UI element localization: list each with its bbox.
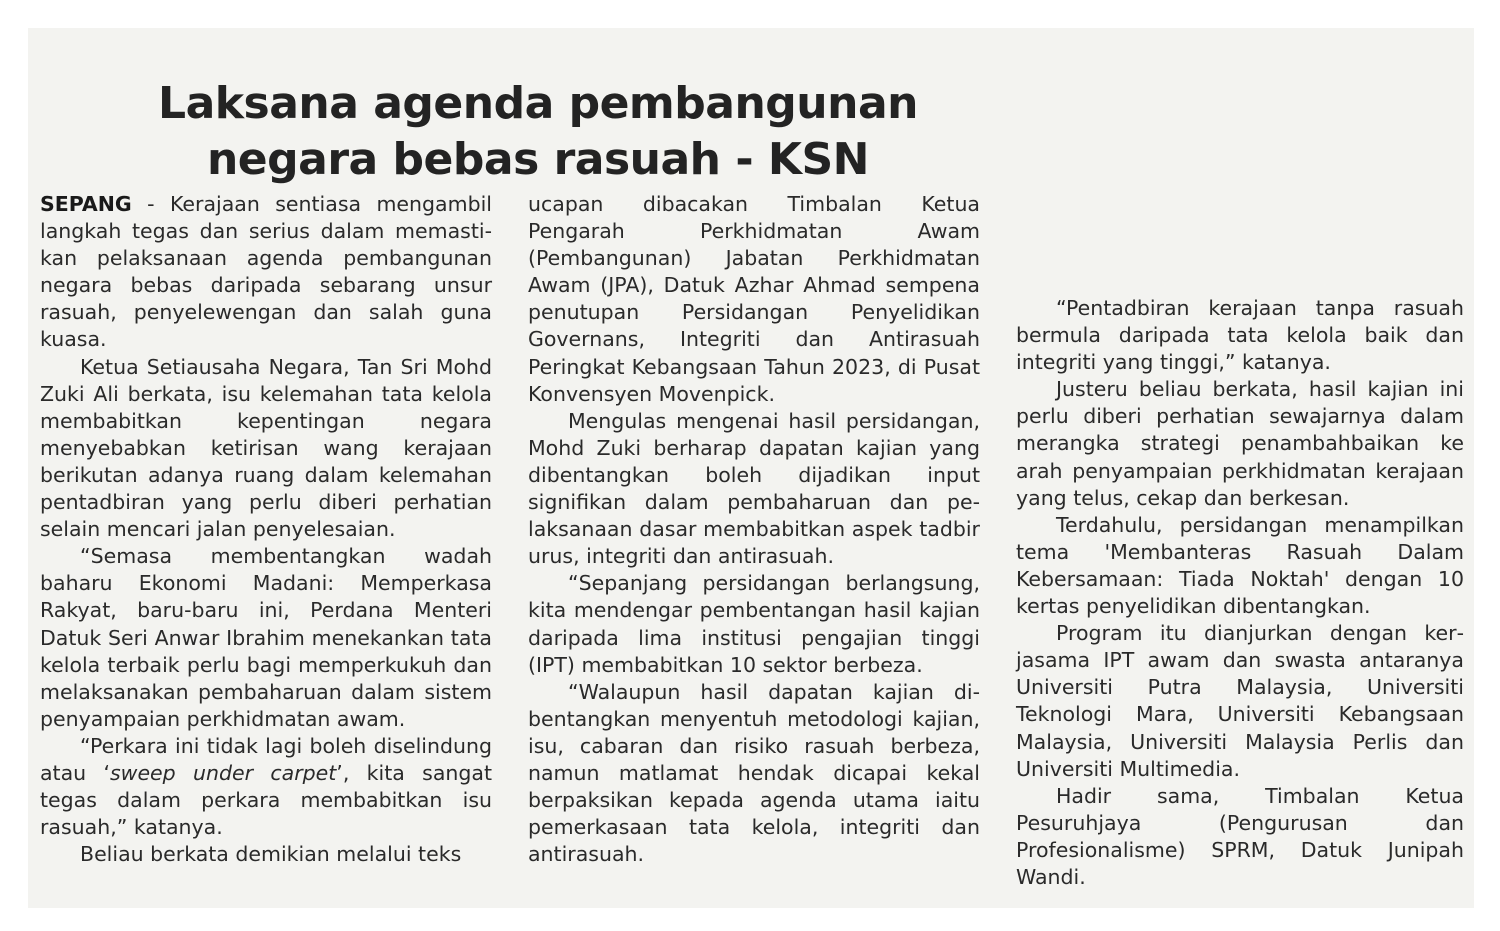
paragraph: “Sepanjang persidangan berlangsung, kita mendengar pembentangan hasil kajian daripada lima institusi pengajian tinggi (IPT) membabitkan 10 sektor berbeza. xyxy=(528,571,980,677)
paragraph: Ketua Setiausaha Negara, Tan Sri Mohd Zuki Ali berkata, isu kelemahan tata kelola membabitkan kepentingan negara menyebabkan ketirisan wang kerajaan berikutan adanya ruang dalam kelemahan pentadbiran yang perlu diberi perhatian selain mencari jalan penyelesaian. xyxy=(40,354,492,542)
dateline: SEPANG xyxy=(40,192,132,216)
paragraph: “Walaupun hasil dapatan kajian dibentangkan menyentuh metodologi kajian, isu, cabaran dan risiko rasuah berbeza, namun matlamat hendak dicapai kekal berpaksikan kepada agenda utama iaitu pemerkasaan tata kelola, integriti dan antirasuah. xyxy=(528,679,980,867)
headline-line-1: Laksana agenda pembangunan xyxy=(158,78,918,129)
paragraph: Hadir sama, Timbalan Ketua Pesuruhjaya (Pengurusan dan Profesionalisme) SPRM, Datuk Junipah Wandi. xyxy=(1016,783,1464,889)
paragraph: “Pentadbiran kerajaan tanpa rasuah bermula daripada tata kelola baik dan integriti yang tinggi,” katanya. xyxy=(1016,296,1464,375)
headline-line-2: negara bebas rasuah - KSN xyxy=(206,134,870,185)
paragraph: Beliau berkata demikian melalui teks xyxy=(80,842,462,867)
paragraph: Program itu dianjurkan dengan kerjasama IPT awam dan swasta antaranya Universiti Putra Malaysia, Universiti Teknologi Mara, Universiti Kebangsaan Malaysia, Universiti Malaysia Perlis dan Universiti Multimedia. xyxy=(1016,621,1464,781)
paragraph-text: ’, kita sangat tegas dalam perkara membabitkan isu rasuah,” katanya. xyxy=(40,760,492,840)
paragraph xyxy=(40,191,492,354)
paragraph: Terdahulu, persidangan menampilkan tema 'Membanteras Rasuah Dalam Kebersamaan: Tiada Noktah' dengan 10 kertas penyelidikan dibentangkan. xyxy=(1016,512,1464,619)
paragraph-text: - Kerajaan sentiasa mengambil langkah tegas dan serius dalam memastikan pelaksanaan agenda pembangunan negara bebas daripada sebarang unsur rasuah, penyelewengan dan salah guna kuasa. xyxy=(40,192,492,352)
article-column-2 xyxy=(528,191,980,868)
article-column-3 xyxy=(1016,295,1464,891)
paragraph-text: “Perkara ini tidak lagi boleh diselindung atau ‘ xyxy=(40,733,492,785)
paragraph: Justeru beliau berkata, hasil kajian ini perlu diberi perhatian sewajarnya dalam merangka strategi penambahbaikan ke arah penyampaian perkhidmatan kerajaan yang telus, cekap dan berkesan. xyxy=(1016,377,1464,510)
paragraph: Mengulas mengenai hasil persidangan, Mohd Zuki berharap dapatan kajian yang dibentangkan boleh dijadikan input signifikan dalam pembaharuan dan pelaksanaan dasar membabitkan aspek tadbir urus, integriti dan antirasuah. xyxy=(528,408,980,569)
italic-phrase: sweep under carpet xyxy=(110,760,337,785)
paragraph: ucapan dibacakan Timbalan Ketua Pengarah Perkhidmatan Awam (Pembangunan) Jabatan Perkhidmatan Awam (JPA), Datuk Azhar Ahmad sempena penutupan Persidangan Penyelidikan Governans, Integriti dan Antirasuah Peringkat Kebangsaan Tahun 2023, di Pusat Konvensyen Movenpick. xyxy=(528,192,980,406)
article-column-1 xyxy=(40,191,492,868)
article-headline xyxy=(28,76,1048,188)
paragraph xyxy=(40,733,492,841)
paragraph: “Semasa membentangkan wadah baharu Ekonomi Madani: Memperkasa Rakyat, baru-baru ini, Perdana Menteri Datuk Seri Anwar Ibrahim menekankan tata kelola terbaik perlu bagi memperkukuh dan melaksanakan pembaharuan dalam sistem penyampaian perkhidmatan awam. xyxy=(40,544,492,731)
